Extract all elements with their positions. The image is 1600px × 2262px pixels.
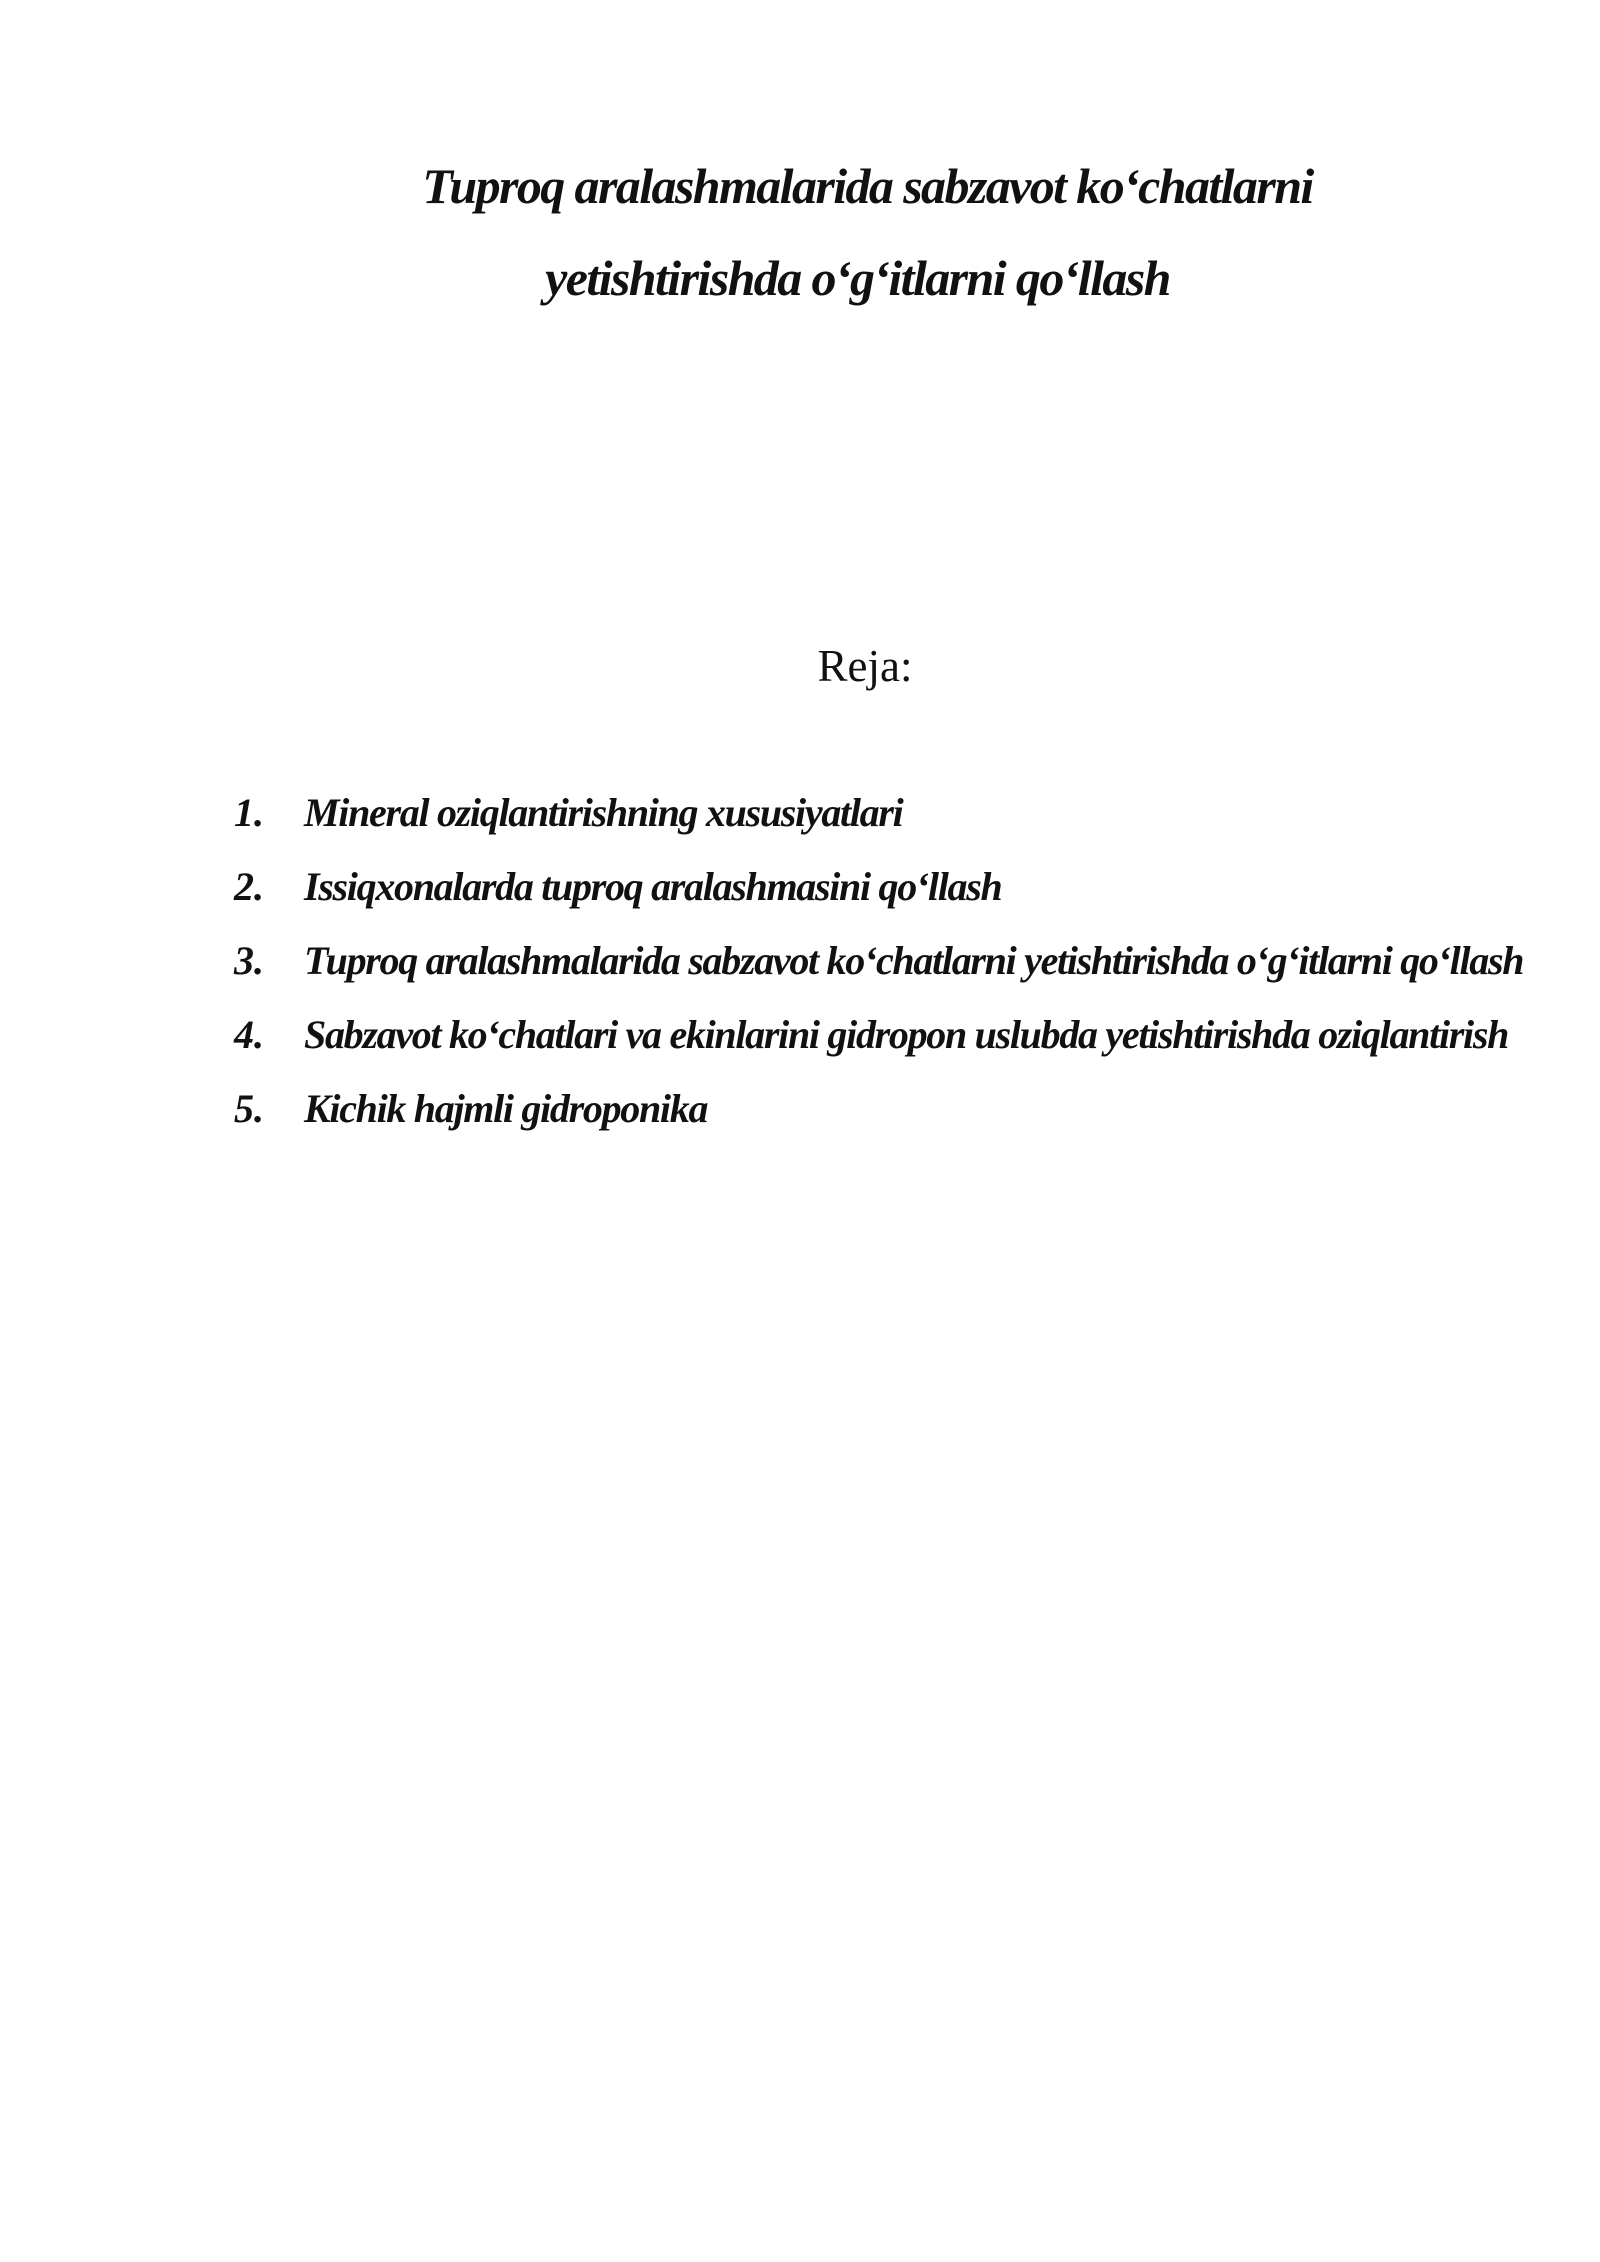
plan-item-number: 1.	[234, 790, 264, 835]
plan-item-text: Kichik hajmli gidroponika	[304, 1086, 708, 1131]
plan-item-number: 2.	[234, 864, 264, 909]
plan-item-text: Mineral oziqlantirishning xususiyatlari	[304, 790, 903, 835]
plan-item-3	[234, 924, 1534, 998]
title-line-2: yetishtirishda o‘g‘itlarni qo‘llash	[545, 250, 1170, 306]
plan-item-1	[234, 776, 1534, 850]
plan-item-number: 4.	[234, 1012, 264, 1057]
plan-item-5	[234, 1072, 1534, 1146]
plan-heading: Reja:	[817, 641, 913, 691]
plan-item-text: Issiqxonalarda tuproq aralashmasini qo‘llash	[304, 864, 1002, 909]
plan-list	[234, 776, 1534, 1146]
plan-item-2	[234, 850, 1534, 924]
plan-item-4	[234, 998, 1534, 1072]
plan-item-number: 3.	[234, 938, 264, 983]
page-title	[0, 140, 1600, 324]
plan-item-text: Sabzavot ko‘chatlari va ekinlarini gidropon uslubda yetishtirishda oziqlantirish	[304, 1012, 1509, 1057]
title-line-1: Tuproq aralashmalarida sabzavot ko‘chatlarni	[422, 158, 1313, 214]
plan-item-text: Tuproq aralashmalarida sabzavot ko‘chatlarni yetishtirishda o‘g‘itlarni qo‘llash	[304, 938, 1524, 983]
plan-item-number: 5.	[234, 1086, 264, 1131]
